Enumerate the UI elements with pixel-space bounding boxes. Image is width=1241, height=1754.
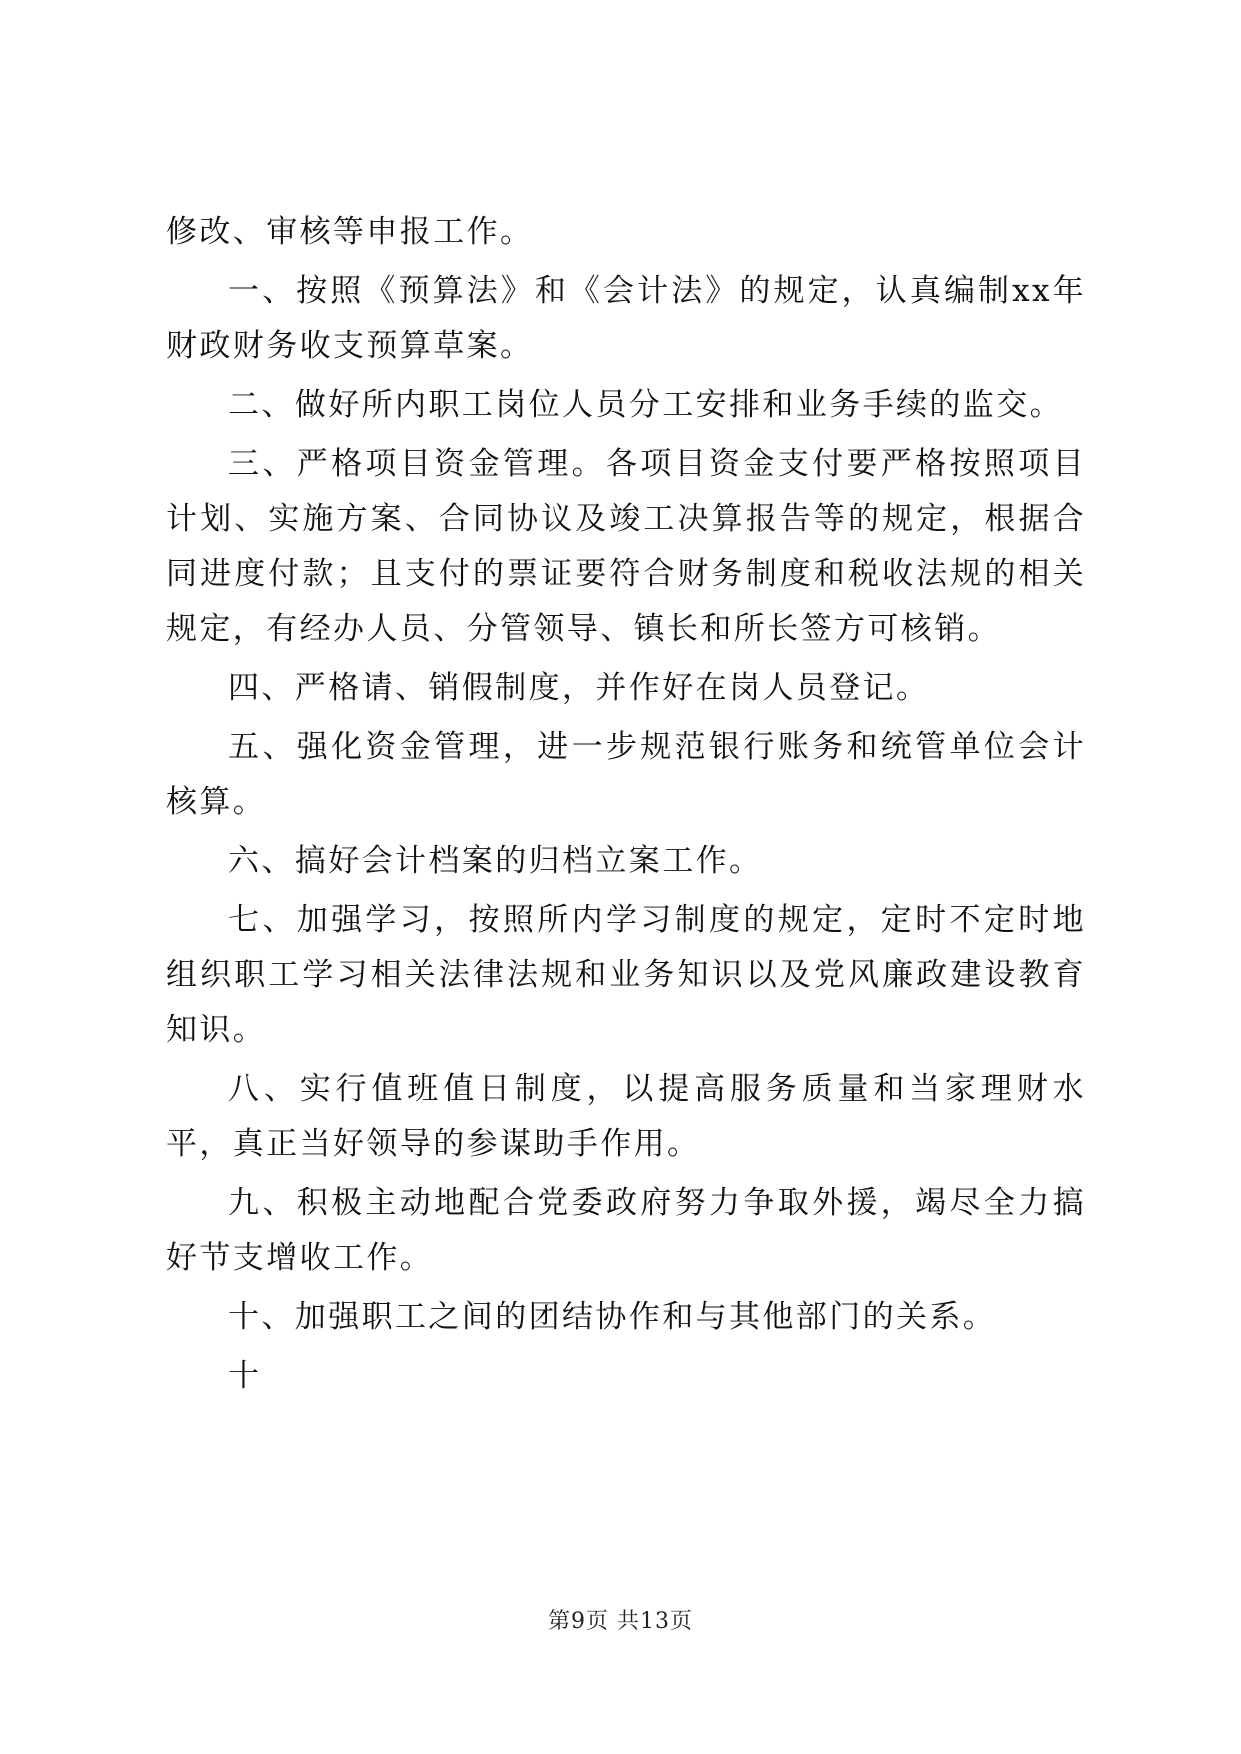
- paragraph-item-4: 四、严格请、销假制度，并作好在岗人员登记。: [228, 670, 930, 706]
- paragraph-item-1: 一、按照《预算法》和《会计法》的规定，认真编制xx年财政财务收支预算草案。: [166, 273, 1086, 364]
- paragraph-item-8: 八、实行值班值日制度，以提高服务质量和当家理财水平，真正当好领导的参谋助手作用。: [166, 1071, 1086, 1162]
- page-number-footer: 第9页 共13页: [548, 1609, 693, 1634]
- paragraph-continuation: 修改、审核等申报工作。: [166, 214, 534, 250]
- paragraph-item-7: 七、加强学习，按照所内学习制度的规定，定时不定时地组织职工学习相关法律法规和业务知识以及党风廉政建设教育知识。: [166, 902, 1086, 1048]
- paragraph-item-5: 五、强化资金管理，进一步规范银行账务和统管单位会计核算。: [166, 729, 1086, 820]
- paragraph-item-10: 十、加强职工之间的团结协作和与其他部门的关系。: [228, 1299, 997, 1335]
- paragraph-item-3: 三、严格项目资金管理。各项目资金支付要严格按照项目计划、实施方案、合同协议及竣工决算报告等的规定，根据合同进度付款；且支付的票证要符合财务制度和税收法规的相关规定，有经办人员、分管领导、镇长和所长签方可核销。: [166, 446, 1086, 647]
- paragraph-item-2: 二、做好所内职工岗位人员分工安排和业务手续的监交。: [228, 387, 1063, 423]
- paragraph-item-9: 九、积极主动地配合党委政府努力争取外援，竭尽全力搞好节支增收工作。: [166, 1185, 1086, 1276]
- paragraph-item-6: 六、搞好会计档案的归档立案工作。: [228, 843, 763, 879]
- paragraph-item-11-start: 十: [228, 1358, 262, 1394]
- document-body: [166, 205, 1086, 1408]
